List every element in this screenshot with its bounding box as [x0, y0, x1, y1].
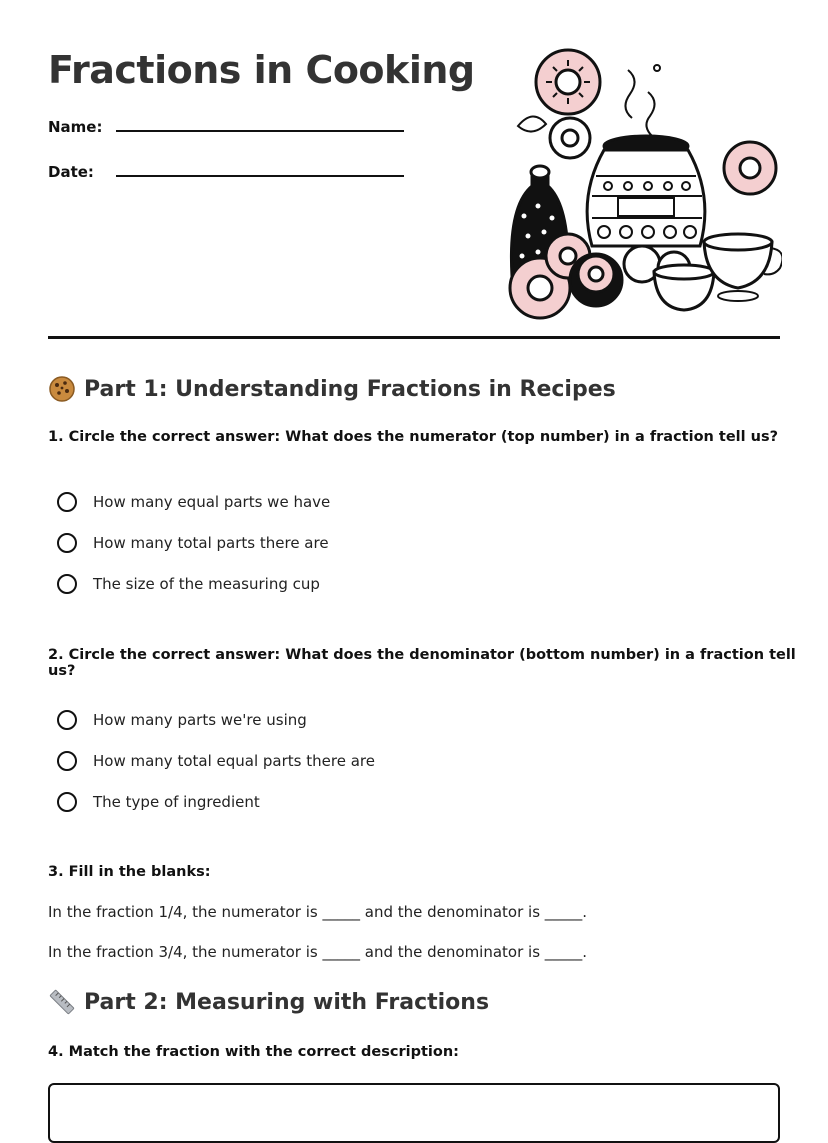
matching-table — [48, 1083, 780, 1143]
part2-heading — [48, 988, 489, 1016]
radio-circle[interactable] — [57, 533, 77, 553]
q1-option-1[interactable] — [57, 492, 330, 512]
question-4: 4. Match the fraction with the correct description: — [48, 1044, 459, 1060]
option-label: The type of ingredient — [93, 793, 260, 811]
q2-option-2[interactable] — [57, 751, 375, 771]
q2-option-1[interactable] — [57, 710, 307, 730]
date-line[interactable] — [116, 175, 404, 177]
option-label: How many equal parts we have — [93, 493, 331, 511]
q1-option-2[interactable] — [57, 533, 329, 553]
radio-circle[interactable] — [57, 574, 77, 594]
name-label: Name: — [48, 118, 103, 136]
cooking-pots-illustration — [508, 46, 782, 320]
option-label: How many total equal parts there are — [93, 752, 375, 770]
fill-blank-line-2[interactable]: In the fraction 3/4, the numerator is _____ and the denominator is _____. — [48, 943, 588, 961]
q2-option-3[interactable] — [57, 792, 260, 812]
part2-heading-text: Part 2: Measuring with Fractions — [84, 989, 490, 1015]
question-2: 2. Circle the correct answer: What does the denominator (bottom number) in a fraction tell us? — [48, 647, 796, 679]
radio-circle[interactable] — [57, 710, 77, 730]
q1-option-3[interactable] — [57, 574, 320, 594]
date-field[interactable] — [48, 163, 94, 181]
name-line[interactable] — [116, 130, 404, 132]
header-divider — [48, 336, 780, 339]
part1-heading — [48, 375, 616, 403]
cookie-icon — [48, 375, 76, 403]
option-label: The size of the measuring cup — [93, 575, 320, 593]
radio-circle[interactable] — [57, 492, 77, 512]
part1-heading-text: Part 1: Understanding Fractions in Recipes — [84, 376, 616, 402]
question-1: 1. Circle the correct answer: What does the numerator (top number) in a fraction tell us? — [48, 429, 779, 445]
name-field[interactable] — [48, 118, 102, 136]
option-label: How many parts we're using — [93, 711, 307, 729]
radio-circle[interactable] — [57, 792, 77, 812]
option-label: How many total parts there are — [93, 534, 329, 552]
date-label: Date: — [48, 163, 94, 181]
radio-circle[interactable] — [57, 751, 77, 771]
page-title: Fractions in Cooking — [48, 48, 475, 92]
question-3: 3. Fill in the blanks: — [48, 864, 211, 880]
ruler-icon — [48, 988, 76, 1016]
fill-blank-line-1[interactable]: In the fraction 1/4, the numerator is _____ and the denominator is _____. — [48, 903, 588, 921]
